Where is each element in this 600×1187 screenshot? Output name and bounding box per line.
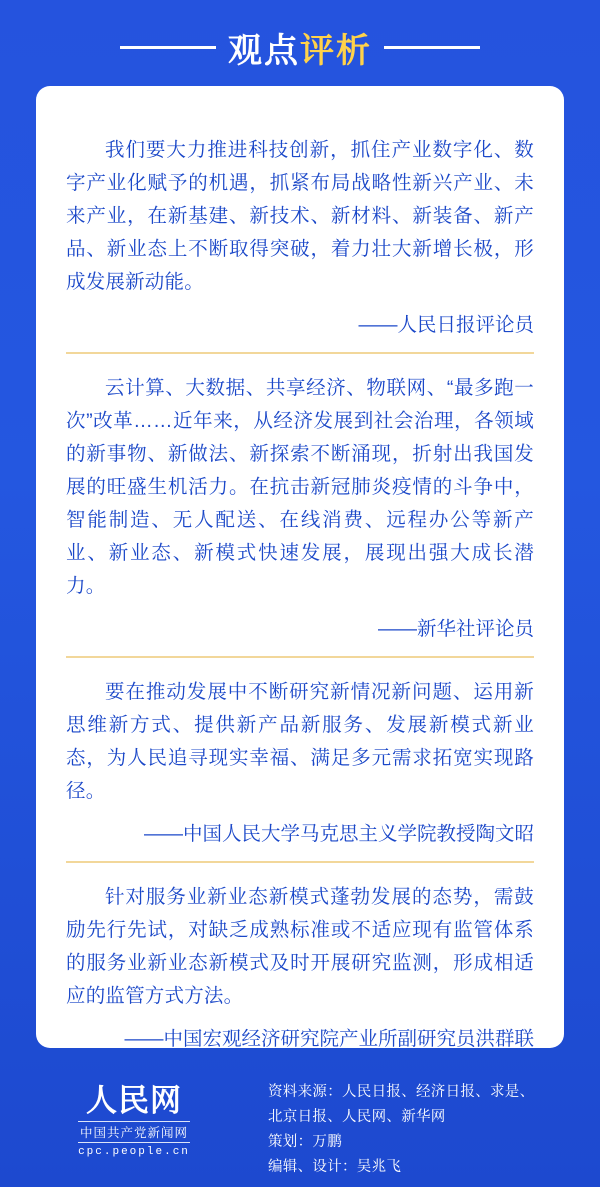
quote-source: ——中国宏观经济研究院产业所副研究员洪群联 <box>124 1028 534 1050</box>
page-title <box>228 23 372 72</box>
logo-main-text: 人民网 <box>86 1083 182 1118</box>
quote-source: ——中国人民大学马克思主义学院教授陶文昭 <box>143 823 534 845</box>
quote-block <box>66 352 534 656</box>
footer-meta <box>268 1070 600 1180</box>
footer-meta-line: 北京日报、人民网、新华网 <box>268 1109 446 1125</box>
quote-text: 我们要大力推进科技创新，抓住产业数字化、数字产业化赋予的机遇，抓紧布局战略性新兴产业、未来产业，在新基建、新技术、新材料、新装备、新产品、新业态上不断取得突破，着力壮大新增长极，形成发展新动能。 <box>66 139 534 293</box>
quote-text: 要在推动发展中不断研究新情况新问题、运用新思维新方式、提供新产品新服务、发展新模式新业态，为人民追寻现实幸福、满足多元需求拓宽实现路径。 <box>66 681 534 802</box>
quote-block <box>66 861 534 1066</box>
quote-text: 云计算、大数据、共享经济、物联网、“最多跑一次”改革……近年来，从经济发展到社会治理，各领域的新事物、新做法、新探索不断涌现，折射出我国发展的旺盛生机活力。在抗击新冠肺炎疫情的斗争中，智能制造、无人配送、在线消费、远程办公等新产业、新业态、新模式快速发展，展现出强大成长潜力。 <box>66 377 534 597</box>
header-rule-left <box>120 46 216 49</box>
footer-meta-line: 编辑、设计：吴兆飞 <box>268 1159 402 1175</box>
site-logo <box>0 1070 268 1158</box>
footer-meta-line: 策划：万鹏 <box>268 1134 342 1150</box>
logo-url-text: cpc.people.cn <box>78 1146 190 1158</box>
quote-block <box>66 656 534 861</box>
footer-meta-line: 资料来源：人民日报、经济日报、求是、 <box>268 1084 535 1100</box>
poster-header <box>0 0 600 86</box>
header-rule-right <box>384 46 480 49</box>
page-title-part2: 评析 <box>300 32 372 70</box>
page-title-part1: 观点 <box>228 32 300 70</box>
quote-block <box>66 112 534 352</box>
poster-footer <box>0 1056 600 1187</box>
quote-source: ——新华社评论员 <box>377 618 534 640</box>
quote-text: 针对服务业新业态新模式蓬勃发展的态势，需鼓励先行先试，对缺乏成熟标准或不适应现有监管体系的服务业新业态新模式及时开展研究监测，形成相适应的监管方式方法。 <box>66 886 534 1007</box>
logo-sub-text: 中国共产党新闻网 <box>78 1121 190 1143</box>
quote-source: ——人民日报评论员 <box>358 314 534 336</box>
quotes-card <box>36 86 564 1048</box>
